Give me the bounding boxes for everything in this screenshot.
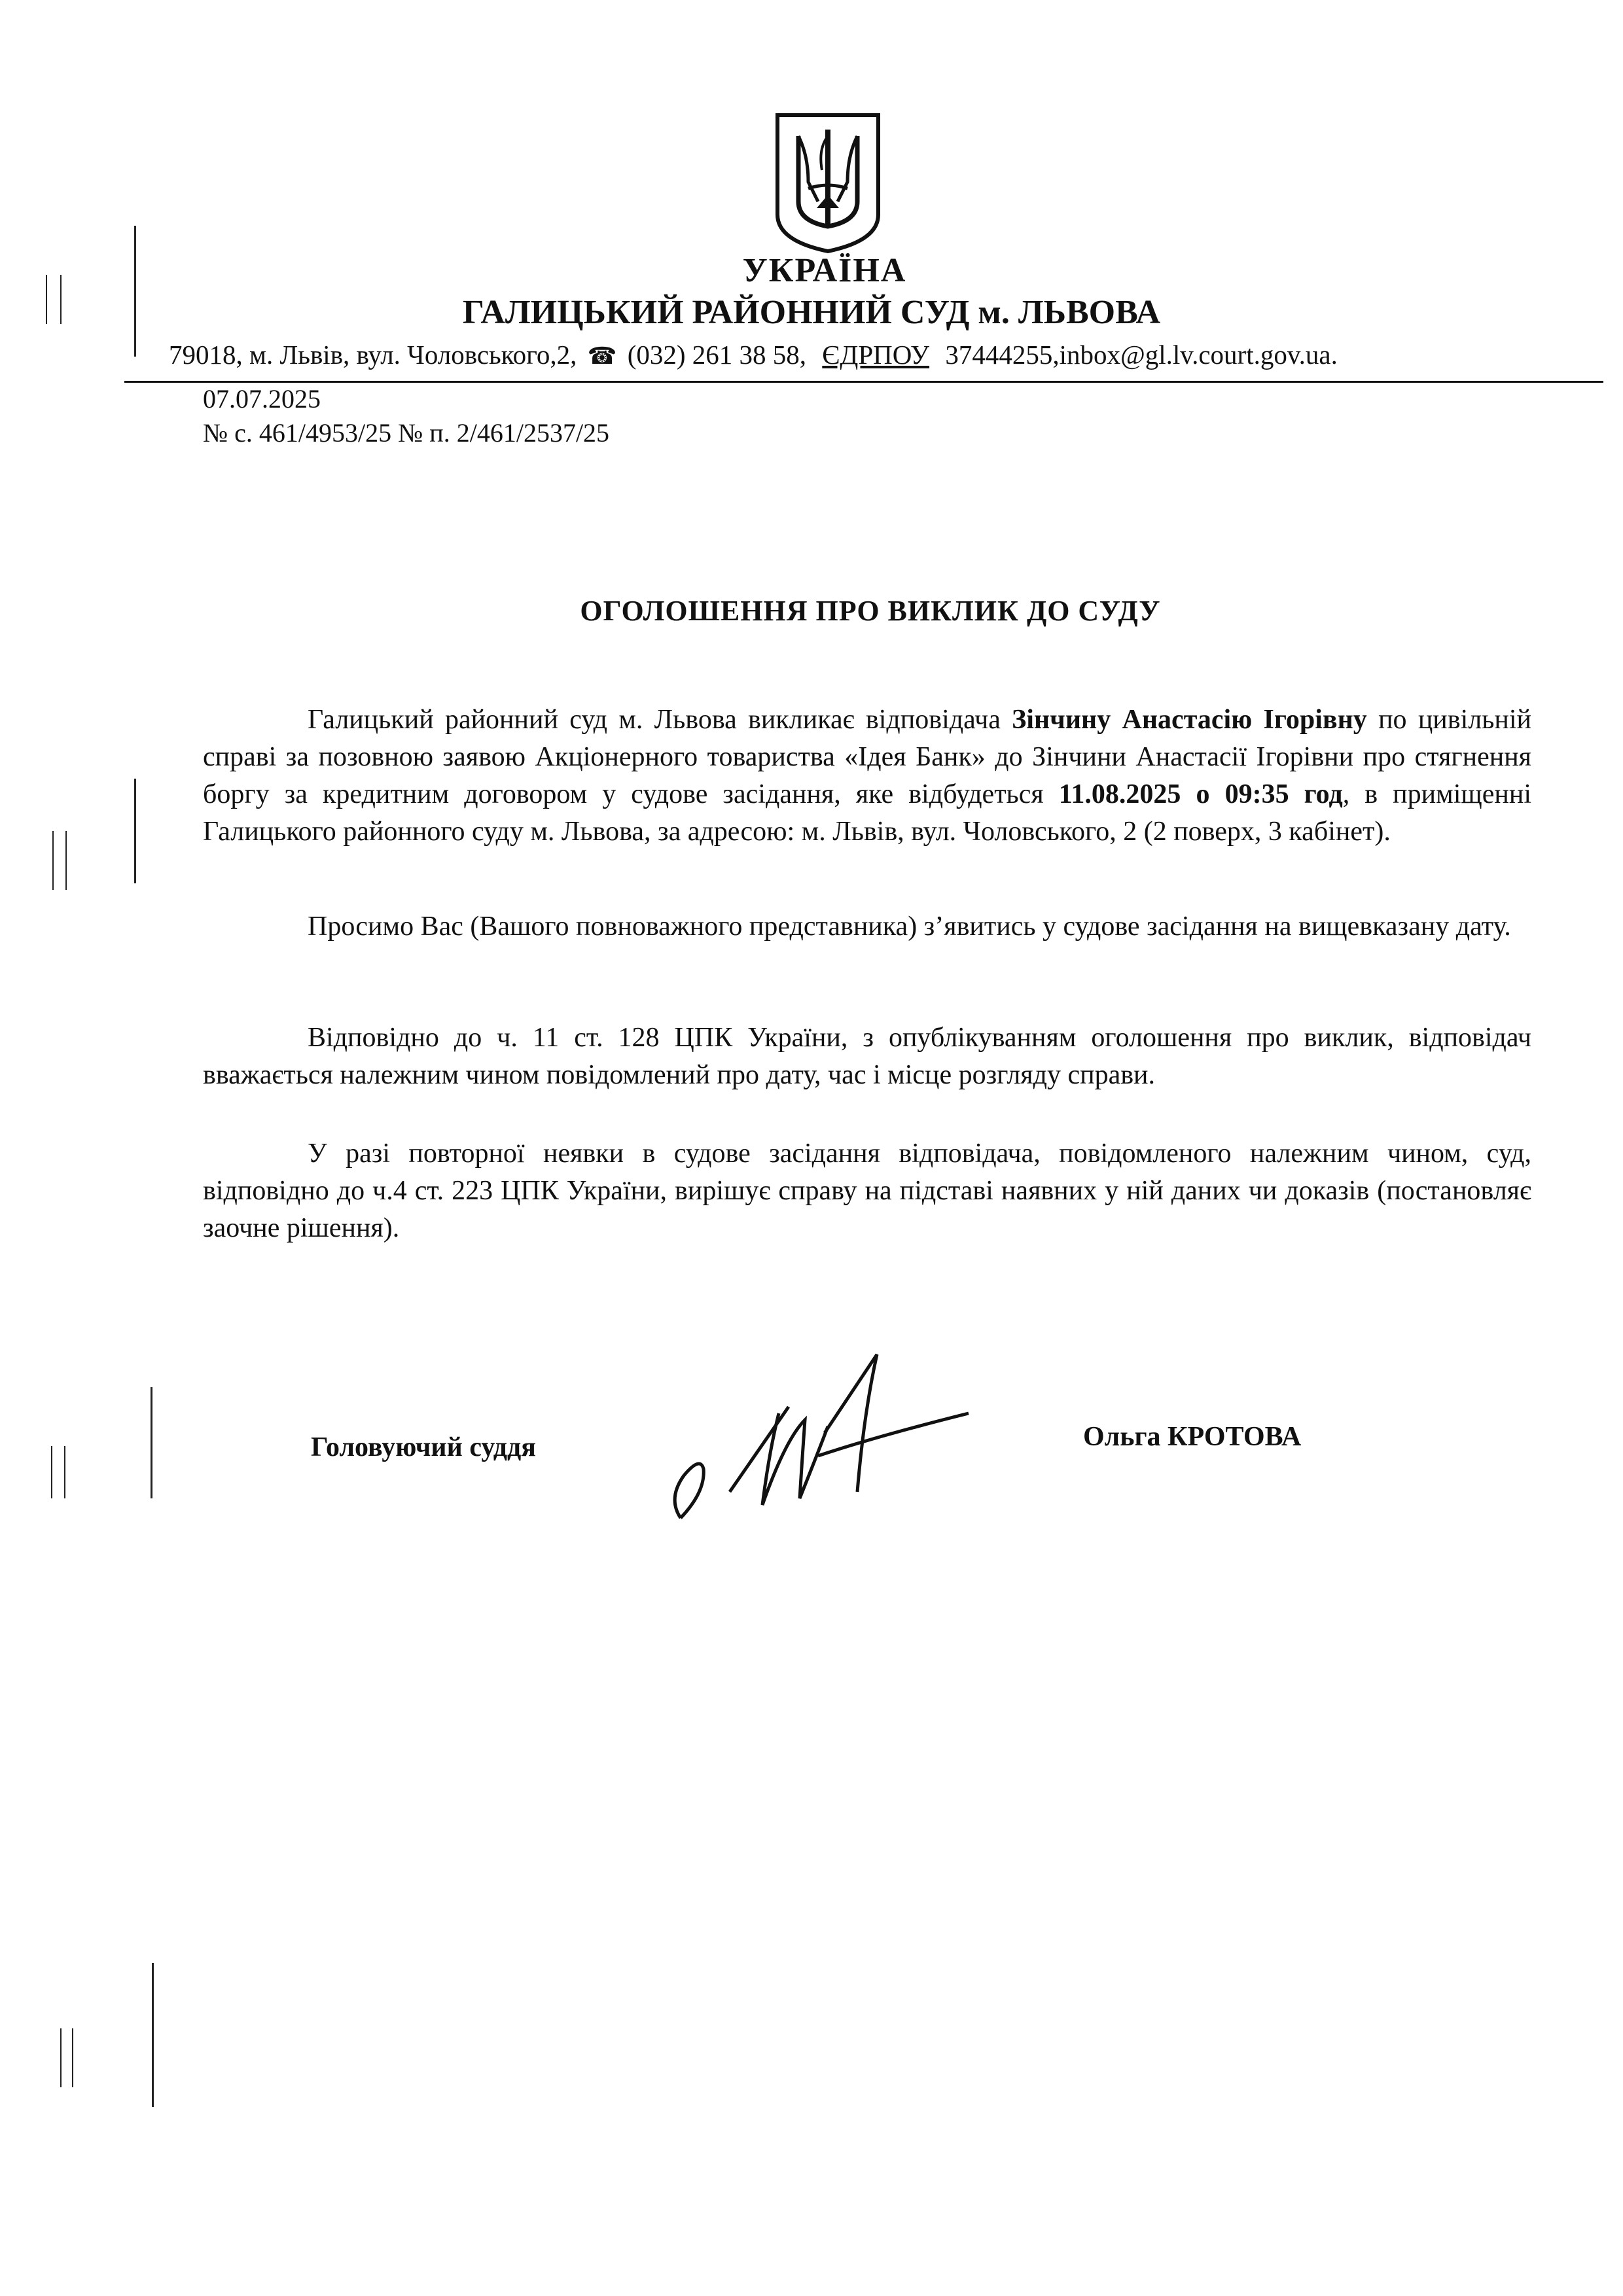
phone-icon: ☎ (587, 343, 617, 369)
scan-artifact (51, 1446, 52, 1498)
paragraph-summons (203, 701, 1531, 851)
signer-name: Ольга КРОТОВА (1083, 1422, 1302, 1452)
scan-artifact (151, 1387, 152, 1498)
country-heading: УКРАЇНА (742, 252, 907, 289)
p1-text-c: , в приміщенні Галицького районного суду м. Львова, за адресою: м. Львів, вул. Чоловського, 2 (2 поверх, 3 кабінет). (203, 779, 1531, 847)
trident-emblem-icon (772, 110, 883, 255)
scan-artifact (65, 831, 67, 890)
court-address-line (169, 339, 1338, 370)
scan-artifact (152, 1963, 154, 2107)
document-title: ОГОЛОШЕННЯ ПРО ВИКЛИК ДО СУДУ (580, 595, 1161, 627)
scan-artifact (52, 831, 54, 890)
court-phone: (032) 261 38 58, (627, 340, 807, 370)
paragraph-request: Просимо Вас (Вашого повноважного представника) з’явитись у судове засідання на вищевказану дату. (308, 911, 1511, 942)
court-address: 79018, м. Львів, вул. Чоловського,2, (169, 340, 577, 370)
p1-text-a: Галицький районний суд м. Львова викликає відповідача (308, 705, 1012, 735)
court-name-heading: ГАЛИЦЬКИЙ РАЙОННИЙ СУД м. ЛЬВОВА (462, 294, 1161, 331)
edrpou-and-email: 37444255,inbox@gl.lv.court.gov.ua. (945, 340, 1338, 370)
handwritten-signature (654, 1335, 995, 1531)
scan-artifact (134, 226, 136, 357)
defendant-name: Зінчину Анастасію Ігорівну (1012, 705, 1367, 735)
scan-artifact (72, 2028, 73, 2087)
document-date: 07.07.2025 (203, 384, 321, 414)
paragraph-legal-basis: Відповідно до ч. 11 ст. 128 ЦПК України, з опублікуванням оголошення про виклик, відповідач вважається належним чином повідомлений про дату, час і місце розгляду справи. (203, 1023, 1531, 1090)
signer-title: Головуючий суддя (311, 1432, 536, 1462)
scan-artifact (134, 779, 136, 883)
scan-artifact (60, 2028, 62, 2087)
edrpou-label: ЄДРПОУ (822, 340, 930, 370)
scan-artifact (64, 1446, 65, 1498)
header-divider (124, 381, 1603, 383)
p1-text-b: по цивільній справі за позовною заявою Акціонерного товариства «Ідея Банк» до Зінчини Анастасії Ігорівни про стягнення боргу за кредитним договором у судове засідання, яке відбудеться (203, 705, 1532, 809)
paragraph-default-judgment: У разі повторної неявки в судове засідання відповідача, повідомленого належним чином, суд, відповідно до ч.4 ст. 223 ЦПК України, вирішує справу на підставі наявних у ній даних чи доказів (постановляє заочне рішення). (203, 1139, 1531, 1243)
hearing-datetime: 11.08.2025 о 09:35 год (1058, 779, 1343, 809)
case-number: № с. 461/4953/25 № п. 2/461/2537/25 (203, 418, 610, 448)
